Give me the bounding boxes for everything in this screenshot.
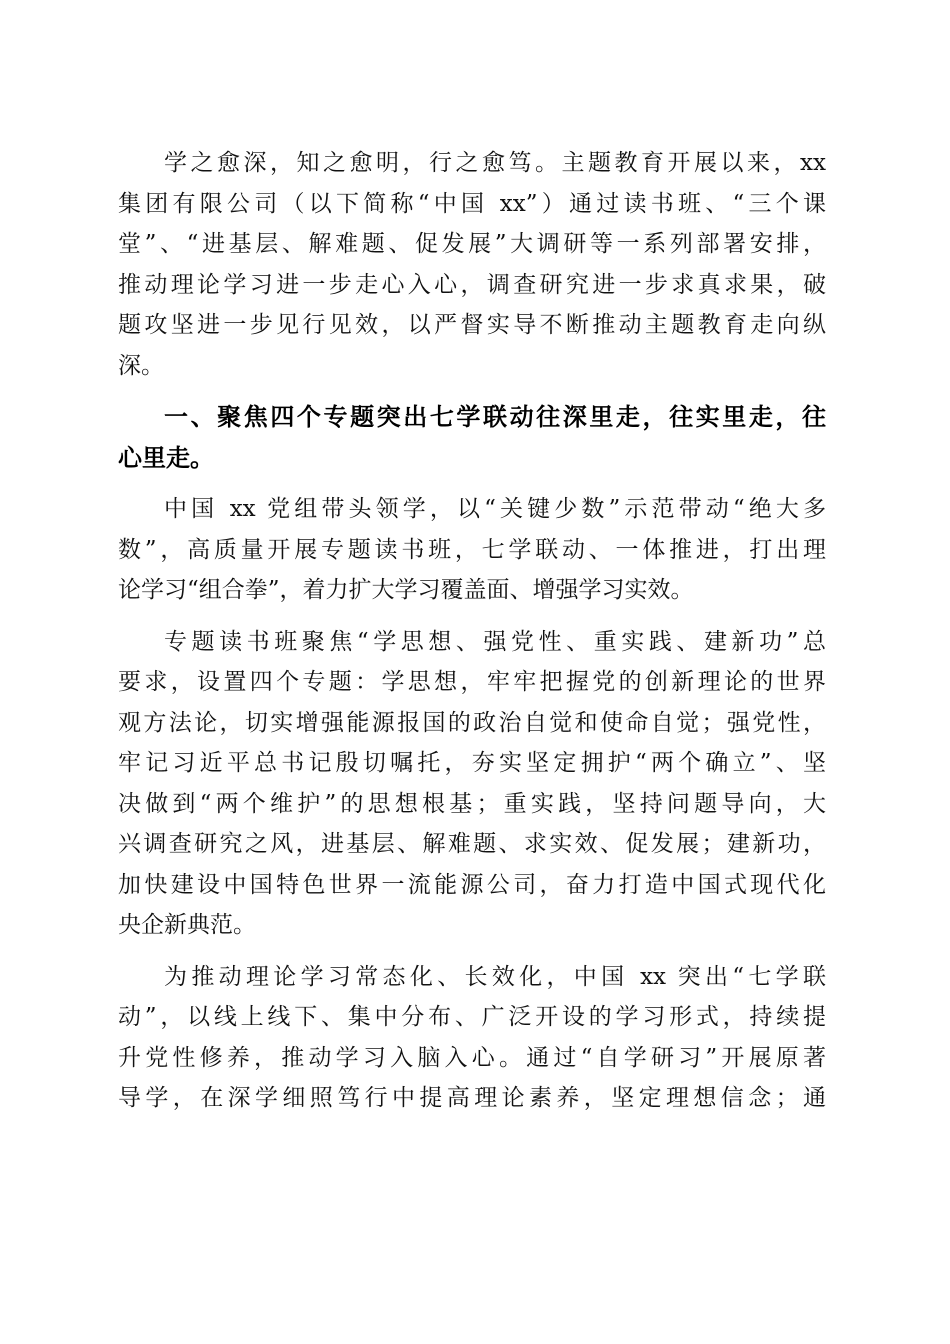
- text-line: 题攻坚进一步见行见效，以严督实导不断推动主题教育走向纵: [118, 312, 826, 338]
- text-line: 专题读书班聚焦“学思想、强党性、重实践、建新功”总: [164, 628, 826, 655]
- document-body: [118, 143, 826, 1119]
- text-line: 导学，在深学细照笃行中提高理论素养，坚定理想信念；通: [118, 1085, 826, 1111]
- text-line: 为推动理论学习常态化、长效化，中国 xx 突出“七学联: [164, 963, 826, 990]
- text-line: 中国 xx 党组带头领学，以“关键少数”示范带动“绝大多: [164, 496, 826, 522]
- paragraph-seven-studies: [118, 957, 826, 1119]
- text-line: 学之愈深，知之愈明，行之愈笃。主题教育开展以来，xx: [164, 150, 826, 176]
- text-line: 推动理论学习进一步走心入心，调查研究进一步求真求果，破: [118, 271, 826, 298]
- text-line: 决做到“两个维护”的思想根基；重实践，坚持问题导向，大: [118, 790, 826, 817]
- text-line: 兴调查研究之风，进基层、解难题、求实效、促发展；建新功，: [118, 831, 826, 857]
- text-line: 要求，设置四个专题：学思想，牢牢把握党的创新理论的世界: [118, 669, 826, 695]
- text-line: 观方法论，切实增强能源报国的政治自觉和使命自觉；强党性，: [118, 709, 826, 736]
- text-line: 深。: [118, 352, 164, 379]
- text-line: 升党性修养，推动学习入脑入心。通过“自学研习”开展原著: [118, 1044, 826, 1071]
- section-heading: [118, 397, 826, 478]
- text-line: 集团有限公司（以下简称“中国 xx”）通过读书班、“三个课: [118, 190, 826, 217]
- text-line: 央企新典范。: [118, 912, 256, 938]
- paragraph-study-topics: [118, 622, 826, 946]
- paragraph-intro: [118, 143, 826, 386]
- text-line: 动”，以线上线下、集中分布、广泛开设的学习形式，持续提: [118, 1004, 826, 1030]
- text-line: 堂”、“进基层、解难题、促发展”大调研等一系列部署安排，: [118, 231, 826, 257]
- text-line: 加快建设中国特色世界一流能源公司，奋力打造中国式现代化: [118, 871, 826, 898]
- paragraph-leadership: [118, 489, 826, 611]
- text-line: 牢记习近平总书记殷切嘱托，夯实坚定拥护“两个确立”、坚: [118, 750, 826, 776]
- heading-line: 一、聚焦四个专题突出七学联动往深里走，往实里走，往: [164, 403, 826, 431]
- text-line: 数”，高质量开展专题读书班，七学联动、一体推进，打出理: [118, 536, 826, 563]
- text-line: 论学习“组合拳”，着力扩大学习覆盖面、增强学习实效。: [118, 577, 694, 603]
- heading-line: 心里走。: [118, 443, 214, 472]
